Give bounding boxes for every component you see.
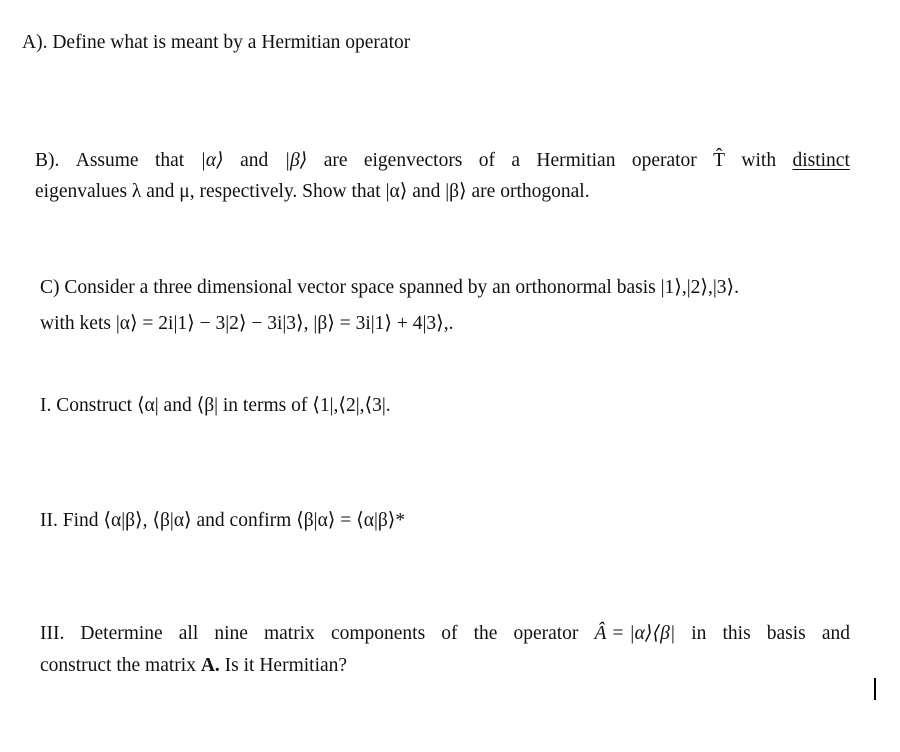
word: are: [323, 150, 348, 171]
word: a: [511, 150, 521, 171]
word: components: [330, 623, 426, 644]
word: of: [478, 150, 496, 171]
question-ii: II. Find ⟨α|β⟩, ⟨β|α⟩ and confirm ⟨β|α⟩ = ⟨α|β⟩*: [40, 510, 406, 531]
word: and: [240, 150, 269, 171]
question-iii-line1: [40, 624, 850, 644]
word: of: [441, 623, 458, 644]
ket-alpha: |α⟩: [200, 150, 224, 171]
question-b-line2: eigenvalues λ and μ, respectively. Show that |α⟩ and |β⟩ are orthogonal.: [35, 181, 590, 202]
word: nine: [214, 623, 248, 644]
text-post: Is it Hermitian?: [219, 655, 348, 676]
operator-t-hat: T̂: [713, 150, 726, 171]
word: that: [154, 150, 185, 171]
word: with: [741, 150, 777, 171]
text-cursor[interactable]: [874, 678, 876, 700]
operator-a-hat-expression: Â = |α⟩⟨β|: [594, 623, 676, 644]
word: III.: [40, 623, 65, 644]
word: operator: [631, 150, 697, 171]
question-c-line2: with kets |α⟩ = 2i|1⟩ − 3|2⟩ − 3i|3⟩, |β⟩ = 3i|1⟩ + 4|3⟩,.: [40, 313, 454, 334]
word: in: [691, 623, 707, 644]
word: matrix: [263, 623, 315, 644]
question-c-line1: C) Consider a three dimensional vector space spanned by an orthonormal basis |1⟩,|2⟩,|3⟩.: [40, 277, 739, 298]
word: Hermitian: [536, 150, 616, 171]
distinct-underlined: distinct: [792, 150, 850, 171]
question-i: I. Construct ⟨α| and ⟨β| in terms of ⟨1|,⟨2|,⟨3|.: [40, 395, 391, 416]
word: the: [473, 623, 498, 644]
word: operator: [513, 623, 579, 644]
word: this: [722, 623, 751, 644]
word: eigenvectors: [363, 150, 463, 171]
question-a: A). Define what is meant by a Hermitian operator: [22, 32, 411, 53]
ket-beta: |β⟩: [284, 150, 308, 171]
text-pre: construct the matrix: [40, 655, 201, 676]
question-iii-line2: [40, 656, 347, 676]
word: all: [178, 623, 199, 644]
word: Determine: [80, 623, 163, 644]
word: basis: [766, 623, 806, 644]
word: and: [821, 623, 850, 644]
word: B).: [35, 150, 60, 171]
matrix-a-bold: A.: [200, 655, 220, 676]
question-b-line1: [35, 151, 850, 171]
word: Assume: [75, 150, 139, 171]
